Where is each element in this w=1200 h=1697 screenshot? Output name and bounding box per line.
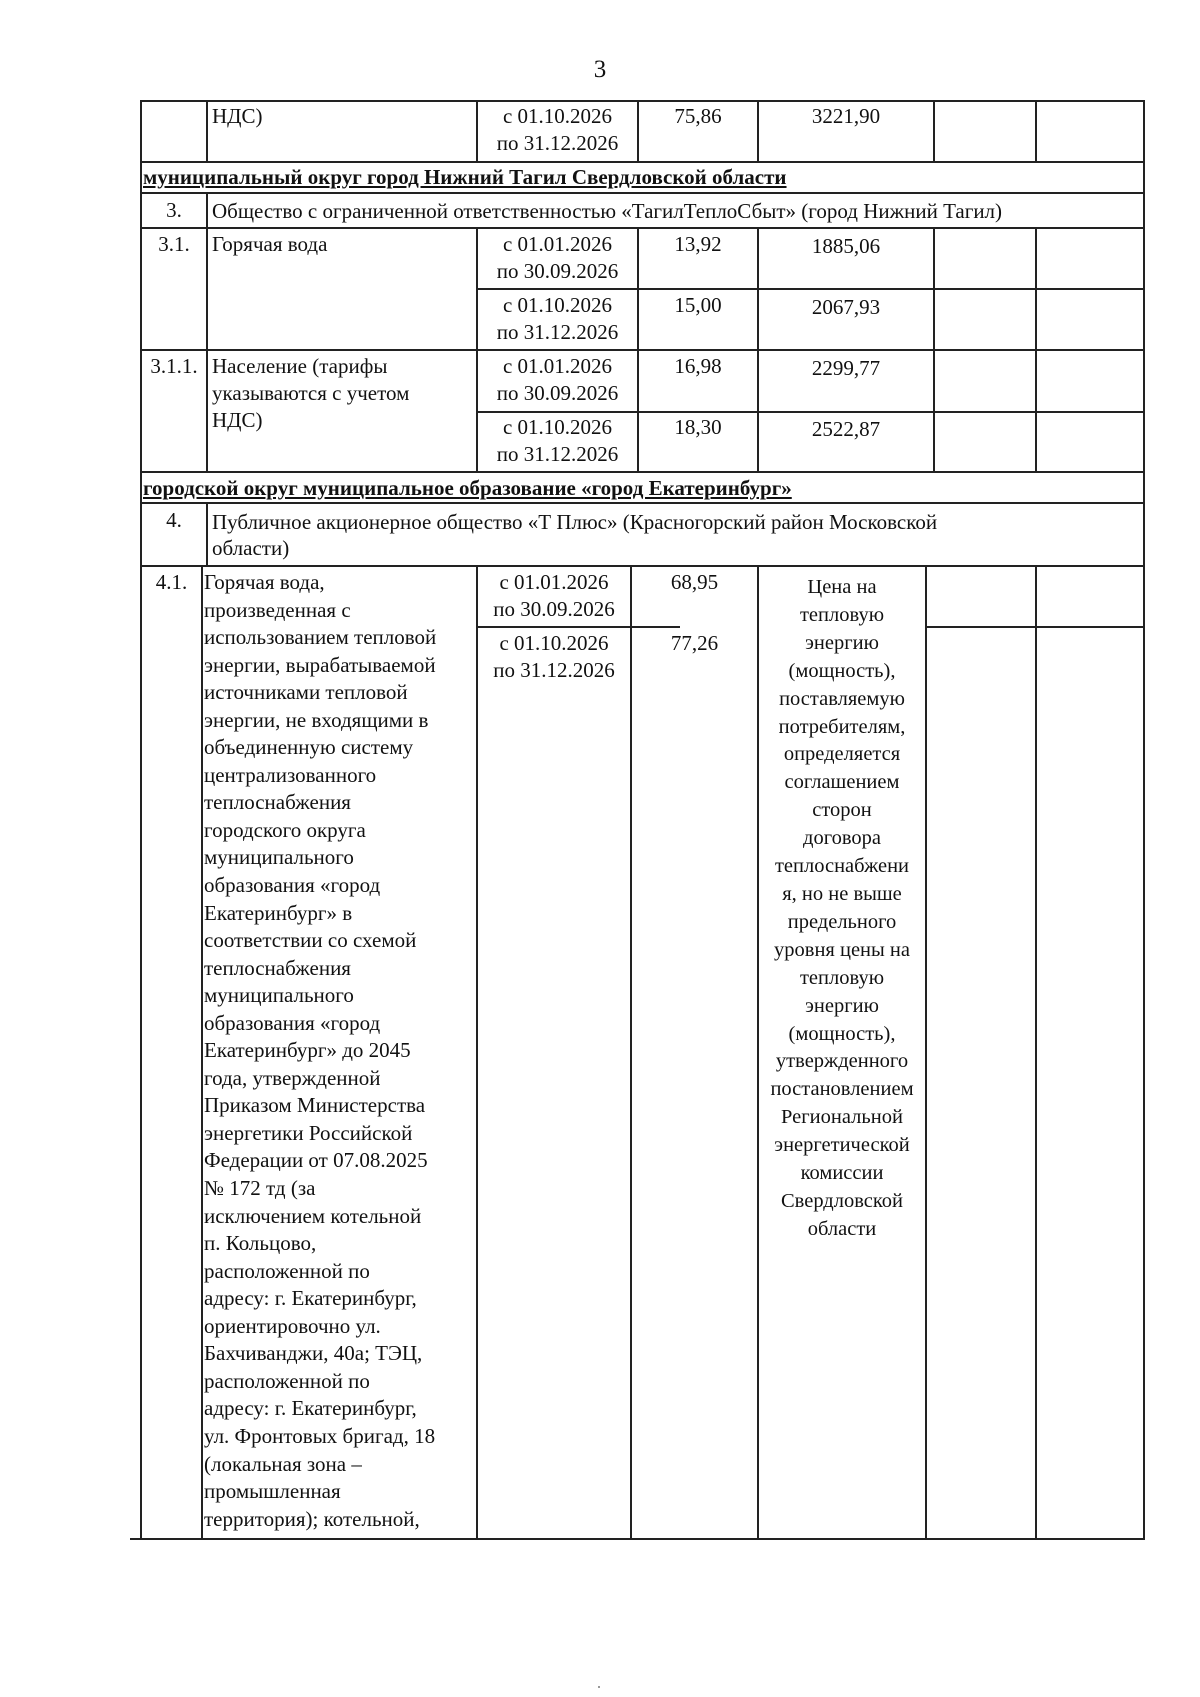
row41-label-line: года, утвержденной bbox=[204, 1065, 381, 1090]
row41-label-line: ориентировочно ул. bbox=[204, 1313, 381, 1338]
org4-name-line1: Публичное акционерное общество «Т Плюс» (Красногорский район Московской bbox=[212, 510, 938, 534]
row41-label-line: Горячая вода, bbox=[204, 570, 325, 594]
row41-number: 4.1. bbox=[155, 570, 188, 594]
row41-label-line: № 172 тд (за bbox=[204, 1176, 316, 1201]
row41-p1-value1: 68,95 bbox=[670, 570, 719, 594]
row-top-value1: 75,86 bbox=[674, 104, 722, 128]
section-heading-nizhny-tagil: муниципальный округ город Нижний Тагил Свердловской области bbox=[143, 165, 787, 189]
row311-number: 3.1.1. bbox=[150, 354, 198, 378]
row41-price-line: тепловую bbox=[799, 966, 885, 989]
row41-price-note bbox=[759, 574, 925, 1244]
scan-speck bbox=[598, 1686, 600, 1688]
page-number: 3 bbox=[593, 56, 607, 83]
row311-label-line1: Население (тарифы bbox=[212, 354, 388, 378]
org4-number: 4. bbox=[166, 508, 182, 532]
row31-p1-value2: 1885,06 bbox=[811, 234, 881, 258]
row311-p1-value1: 16,98 bbox=[674, 354, 722, 378]
row41-label-line: п. Кольцово, bbox=[204, 1231, 317, 1256]
row31-number: 3.1. bbox=[158, 232, 190, 256]
row41-label-line: соответствии со схемой bbox=[204, 928, 417, 953]
row41-price-line: комиссии bbox=[800, 1162, 884, 1185]
row41-label-line: источниками тепловой bbox=[204, 680, 408, 705]
row41-price-line: (мощность), bbox=[788, 1022, 896, 1045]
row41-price-line: тепловую bbox=[799, 603, 885, 626]
row41-label bbox=[204, 569, 476, 1533]
row311-p2-value2: 2522,87 bbox=[811, 417, 881, 441]
row41-p2-to: по 31.12.2026 bbox=[493, 658, 615, 682]
row31-p2-to: по 31.12.2026 bbox=[496, 320, 619, 344]
row41-label-line: централизованного bbox=[204, 762, 377, 787]
row41-label-line: муниципального bbox=[204, 983, 354, 1008]
row41-label-line: теплоснабжения bbox=[204, 790, 351, 815]
row31-p2-value2: 2067,93 bbox=[811, 295, 881, 319]
row41-price-line: Свердловской bbox=[780, 1189, 904, 1212]
row31-p2-from: с 01.10.2026 bbox=[502, 293, 613, 317]
org3-number: 3. bbox=[166, 198, 182, 222]
row41-label-line: Приказом Министерства bbox=[204, 1093, 426, 1118]
row41-price-line: теплоснабжени bbox=[774, 855, 910, 878]
row31-label: Горячая вода bbox=[212, 232, 328, 256]
row41-label-line: энергетики Российской bbox=[204, 1120, 413, 1145]
row41-label-line: городского округа bbox=[204, 817, 366, 842]
row41-label-line: образования «город bbox=[204, 1010, 381, 1035]
row41-label-line: исключением котельной bbox=[204, 1203, 422, 1228]
row41-label-line: (локальная зона – bbox=[204, 1451, 362, 1476]
row31-p1-from: с 01.01.2026 bbox=[502, 232, 613, 256]
row41-label-line: использованием тепловой bbox=[204, 625, 437, 650]
row41-label-line: ул. Фронтовых бригад, 18 bbox=[204, 1423, 436, 1448]
row41-label-line: адресу: г. Екатеринбург, bbox=[204, 1286, 417, 1311]
row-top-period-to: по 31.12.2026 bbox=[496, 131, 619, 155]
row41-label-line: промышленная bbox=[204, 1479, 341, 1504]
row41-label-line: произведенная с bbox=[204, 597, 351, 622]
row41-price-line: Цена на bbox=[807, 576, 877, 598]
row311-p2-to: по 31.12.2026 bbox=[496, 442, 619, 466]
row41-label-line: Федерации от 07.08.2025 bbox=[204, 1148, 428, 1173]
row41-p2-from: с 01.10.2026 bbox=[499, 631, 609, 655]
org3-name: Общество с ограниченной ответственностью «ТагилТеплоСбыт» (город Нижний Тагил) bbox=[212, 199, 1003, 223]
row311-label-line2: указываются с учетом bbox=[212, 381, 410, 405]
row41-price-line: постановлением bbox=[770, 1078, 914, 1101]
row41-price-line: сторон bbox=[812, 799, 872, 822]
row41-price-line: утвержденного bbox=[775, 1050, 909, 1073]
row41-price-line: соглашением bbox=[784, 771, 900, 794]
row41-price-line: области bbox=[807, 1217, 877, 1240]
row41-price-line: энергию bbox=[805, 631, 879, 654]
row41-label-line: адресу: г. Екатеринбург, bbox=[204, 1396, 417, 1421]
row41-p1-from: с 01.01.2026 bbox=[499, 570, 609, 594]
row311-p1-to: по 30.09.2026 bbox=[496, 381, 619, 405]
row41-price-line: (мощность), bbox=[788, 659, 896, 682]
row41-label-line: теплоснабжения bbox=[204, 955, 351, 980]
row41-price-line: энергетической bbox=[774, 1134, 910, 1157]
row31-p1-value1: 13,92 bbox=[674, 232, 722, 256]
row41-price-line: предельного bbox=[787, 910, 897, 933]
row41-label-line: расположенной по bbox=[204, 1258, 370, 1283]
row41-label-line: энергии, вырабатываемой bbox=[204, 652, 436, 677]
row41-label-line: территория); котельной, bbox=[204, 1506, 420, 1531]
row41-price-line: я, но не выше bbox=[782, 882, 902, 905]
row311-p1-value2: 2299,77 bbox=[811, 356, 881, 380]
org4-name-line2: области) bbox=[212, 536, 290, 560]
row41-price-line: потребителям, bbox=[778, 715, 906, 738]
row41-label-line: Екатеринбург» в bbox=[204, 900, 353, 925]
row41-label-line: муниципального bbox=[204, 845, 354, 870]
section-heading-ekaterinburg: городской округ муниципальное образование «город Екатеринбург» bbox=[143, 476, 792, 500]
row41-label-line: энергии, не входящими в bbox=[204, 707, 429, 732]
row41-price-line: энергию bbox=[805, 994, 879, 1017]
row41-label-line: Екатеринбург» до 2045 bbox=[204, 1038, 411, 1063]
row311-p1-from: с 01.01.2026 bbox=[502, 354, 613, 378]
row-top-period-from: с 01.10.2026 bbox=[502, 104, 613, 128]
row41-p1-to: по 30.09.2026 bbox=[493, 597, 615, 621]
row311-p2-from: с 01.10.2026 bbox=[502, 415, 613, 439]
row31-p1-to: по 30.09.2026 bbox=[496, 259, 619, 283]
row41-label-line: расположенной по bbox=[204, 1368, 370, 1393]
row31-p2-value1: 15,00 bbox=[674, 293, 722, 317]
row41-price-line: уровня цены на bbox=[774, 938, 910, 961]
row-top-label: НДС) bbox=[212, 104, 263, 128]
row311-p2-value1: 18,30 bbox=[674, 415, 722, 439]
row41-label-line: объединенную систему bbox=[204, 735, 414, 760]
row41-price-line: Региональной bbox=[781, 1106, 903, 1129]
row41-label-line: образования «город bbox=[204, 873, 381, 898]
row41-p2-value1: 77,26 bbox=[670, 631, 719, 655]
row41-label-line: Бахчиванджи, 40а; ТЭЦ, bbox=[204, 1341, 423, 1366]
row41-price-line: определяется bbox=[783, 743, 901, 766]
row41-price-line: договора bbox=[803, 827, 881, 850]
row41-price-line: поставляемую bbox=[779, 687, 905, 710]
row-top-value2: 3221,90 bbox=[811, 104, 881, 128]
row311-label-line3: НДС) bbox=[212, 408, 263, 432]
